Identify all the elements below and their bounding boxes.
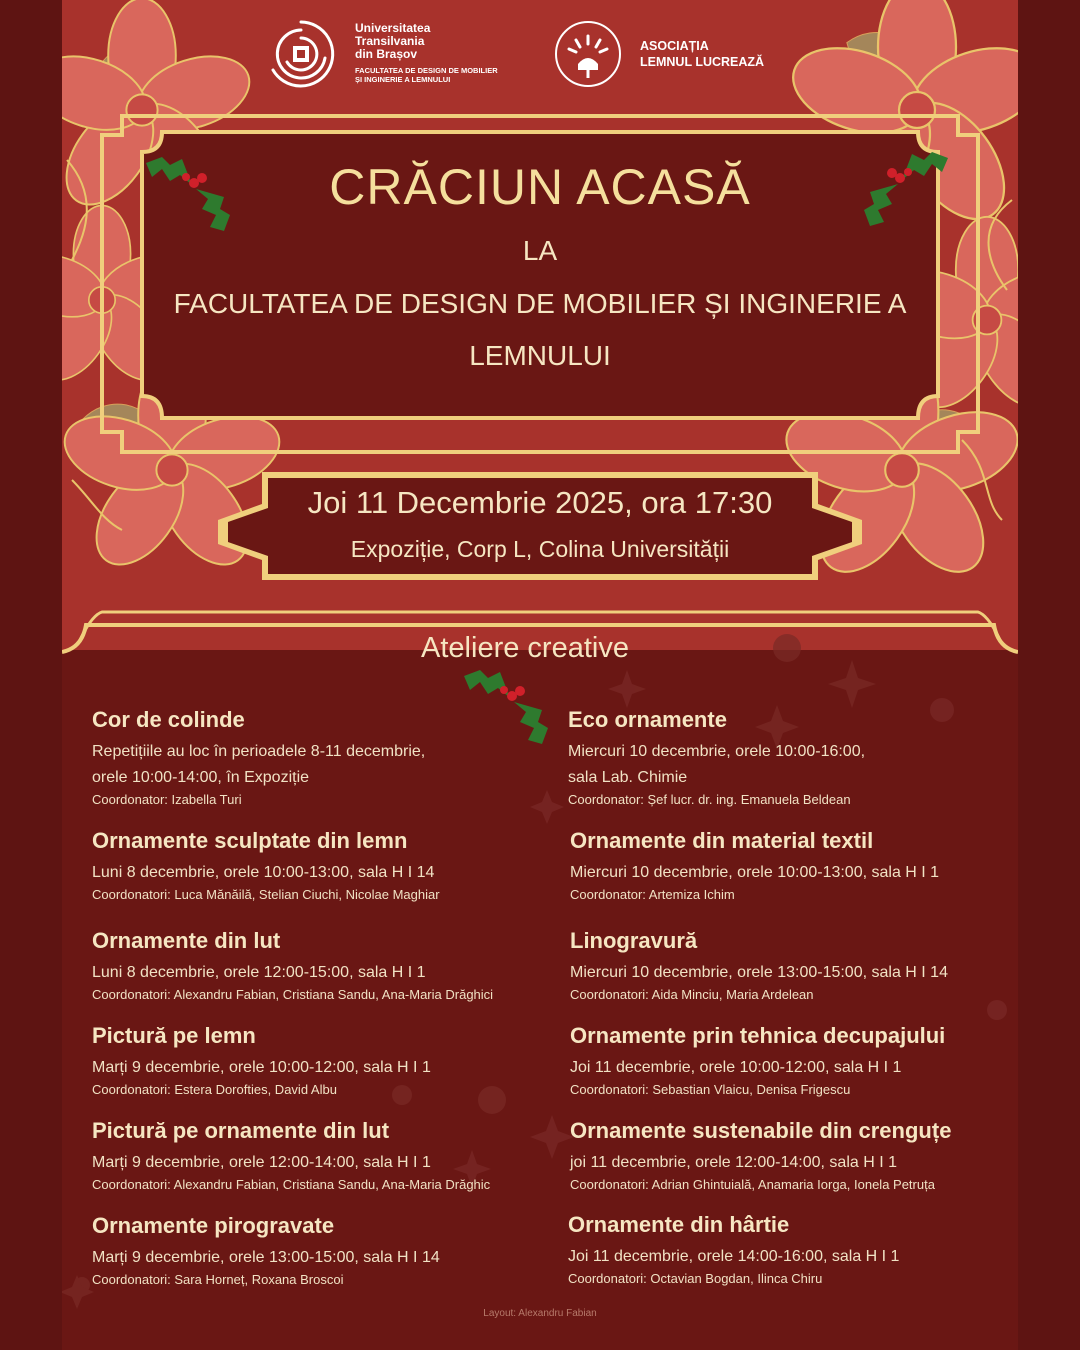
workshop-item — [92, 707, 552, 809]
workshop-title: Ornamente prin tehnica decupajului — [570, 1023, 946, 1048]
workshop-schedule: Repetițiile au loc în perioadele 8-11 decembrie, — [92, 743, 426, 760]
event-date: Joi 11 Decembrie 2025, ora 17:30 — [307, 485, 773, 520]
workshop-title: Ornamente sculptate din lemn — [92, 828, 408, 853]
workshop-schedule: Marți 9 decembrie, orele 12:00-14:00, sala H I 1 — [92, 1154, 431, 1171]
workshop-title: Pictură pe ornamente din lut — [92, 1118, 390, 1143]
workshop-item — [92, 928, 552, 1004]
workshop-item — [570, 928, 1018, 1004]
utb-faculty-name: FACULTATEA DE DESIGN DE MOBILIER ȘI INGINERIE A LEMNULUI — [355, 66, 498, 84]
workshop-item — [570, 1023, 1018, 1099]
utb-logo-icon — [265, 18, 337, 90]
workshop-title: Ornamente din lut — [92, 928, 281, 953]
event-place: Expoziție, Corp L, Colina Universității — [350, 536, 730, 562]
workshop-schedule: orele 10:00-14:00, în Expoziție — [92, 769, 310, 786]
workshop-coordinator: Coordonatori: Estera Dorofties, David Albu — [92, 1082, 337, 1097]
workshop-title: Eco ornamente — [568, 707, 727, 732]
workshop-coordinator: Coordonatori: Alexandru Fabian, Cristiana Sandu, Ana-Maria Drăghic — [92, 1177, 491, 1192]
workshop-schedule: sala Lab. Chimie — [568, 769, 688, 786]
workshop-coordinator: Coordonatori: Luca Mănăilă, Stelian Ciuchi, Nicolae Maghiar — [92, 887, 440, 902]
workshop-item — [92, 828, 552, 904]
workshop-coordinator: Coordonator: Artemiza Ichim — [570, 887, 735, 902]
workshop-title: Ornamente sustenabile din crenguțe — [570, 1118, 952, 1143]
workshop-title: Cor de colinde — [92, 707, 245, 732]
workshop-schedule: Miercuri 10 decembrie, orele 13:00-15:00, sala H I 14 — [570, 964, 948, 981]
workshop-coordinator: Coordonatori: Sebastian Vlaicu, Denisa Frigescu — [570, 1082, 851, 1097]
asociatia-logo — [552, 18, 764, 90]
workshop-title: Linogravură — [570, 928, 698, 953]
asociatia-logo-icon — [552, 18, 624, 90]
workshop-coordinator: Coordonator: Izabella Turi — [92, 792, 242, 807]
workshop-coordinator: Coordonatori: Aida Minciu, Maria Ardelean — [570, 987, 814, 1002]
faculty-title: FACULTATEA DE DESIGN DE MOBILIER ȘI INGINERIE A LEMNULUI — [173, 288, 907, 371]
workshop-schedule: Luni 8 decembrie, orele 12:00-15:00, sala H I 1 — [92, 964, 426, 981]
workshop-item — [570, 828, 1018, 904]
poster-title: CRĂCIUN ACASĂ — [329, 159, 751, 215]
poster — [62, 0, 1018, 1350]
workshop-schedule: Miercuri 10 decembrie, orele 10:00-13:00, sala H I 1 — [570, 864, 940, 881]
utb-logo — [265, 18, 525, 90]
workshop-schedule: Joi 11 decembrie, orele 10:00-12:00, sala H I 1 — [570, 1059, 902, 1076]
workshop-schedule: Miercuri 10 decembrie, orele 10:00-16:00, — [568, 743, 866, 760]
workshop-schedule: Marți 9 decembrie, orele 13:00-15:00, sala H I 14 — [92, 1249, 440, 1266]
workshop-coordinator: Coordonatori: Octavian Bogdan, Ilinca Chiru — [568, 1271, 823, 1286]
workshop-schedule: joi 11 decembrie, orele 12:00-14:00, sala H I 1 — [570, 1154, 898, 1171]
workshop-item — [568, 707, 1018, 809]
workshop-item — [570, 1118, 1018, 1194]
workshop-item — [92, 1023, 552, 1099]
workshop-item — [92, 1213, 552, 1289]
workshop-coordinator: Coordonatori: Alexandru Fabian, Cristiana Sandu, Ana-Maria Drăghici — [92, 987, 494, 1002]
workshop-title: Ornamente din material textil — [570, 828, 874, 853]
workshop-schedule: Marți 9 decembrie, orele 10:00-12:00, sala H I 1 — [92, 1059, 431, 1076]
workshop-coordinator: Coordonatori: Adrian Ghintuială, Anamaria Iorga, Ionela Petruța — [570, 1177, 935, 1192]
workshop-schedule: Luni 8 decembrie, orele 10:00-13:00, sala H I 14 — [92, 864, 435, 881]
utb-name: Universitatea Transilvania din Brașov — [355, 21, 431, 61]
workshop-item — [92, 1118, 552, 1194]
layout-credit: Layout: Alexandru Fabian — [483, 1308, 597, 1319]
workshop-title: Ornamente din hârtie — [568, 1212, 790, 1237]
workshop-title: Ornamente pirogravate — [92, 1213, 335, 1238]
workshop-title: Pictură pe lemn — [92, 1023, 256, 1048]
workshop-item — [568, 1212, 1018, 1288]
asociatia-name: ASOCIAȚIA LEMNUL LUCREAZĂ — [640, 39, 765, 69]
workshop-coordinator: Coordonatori: Sara Horneț, Roxana Broscoi — [92, 1272, 344, 1287]
title-connector: LA — [522, 235, 558, 266]
workshop-coordinator: Coordonator: Șef lucr. dr. ing. Emanuela Beldean — [568, 792, 851, 807]
section-title: Ateliere creative — [421, 632, 629, 664]
workshop-schedule: Joi 11 decembrie, orele 14:00-16:00, sala H I 1 — [568, 1248, 900, 1265]
